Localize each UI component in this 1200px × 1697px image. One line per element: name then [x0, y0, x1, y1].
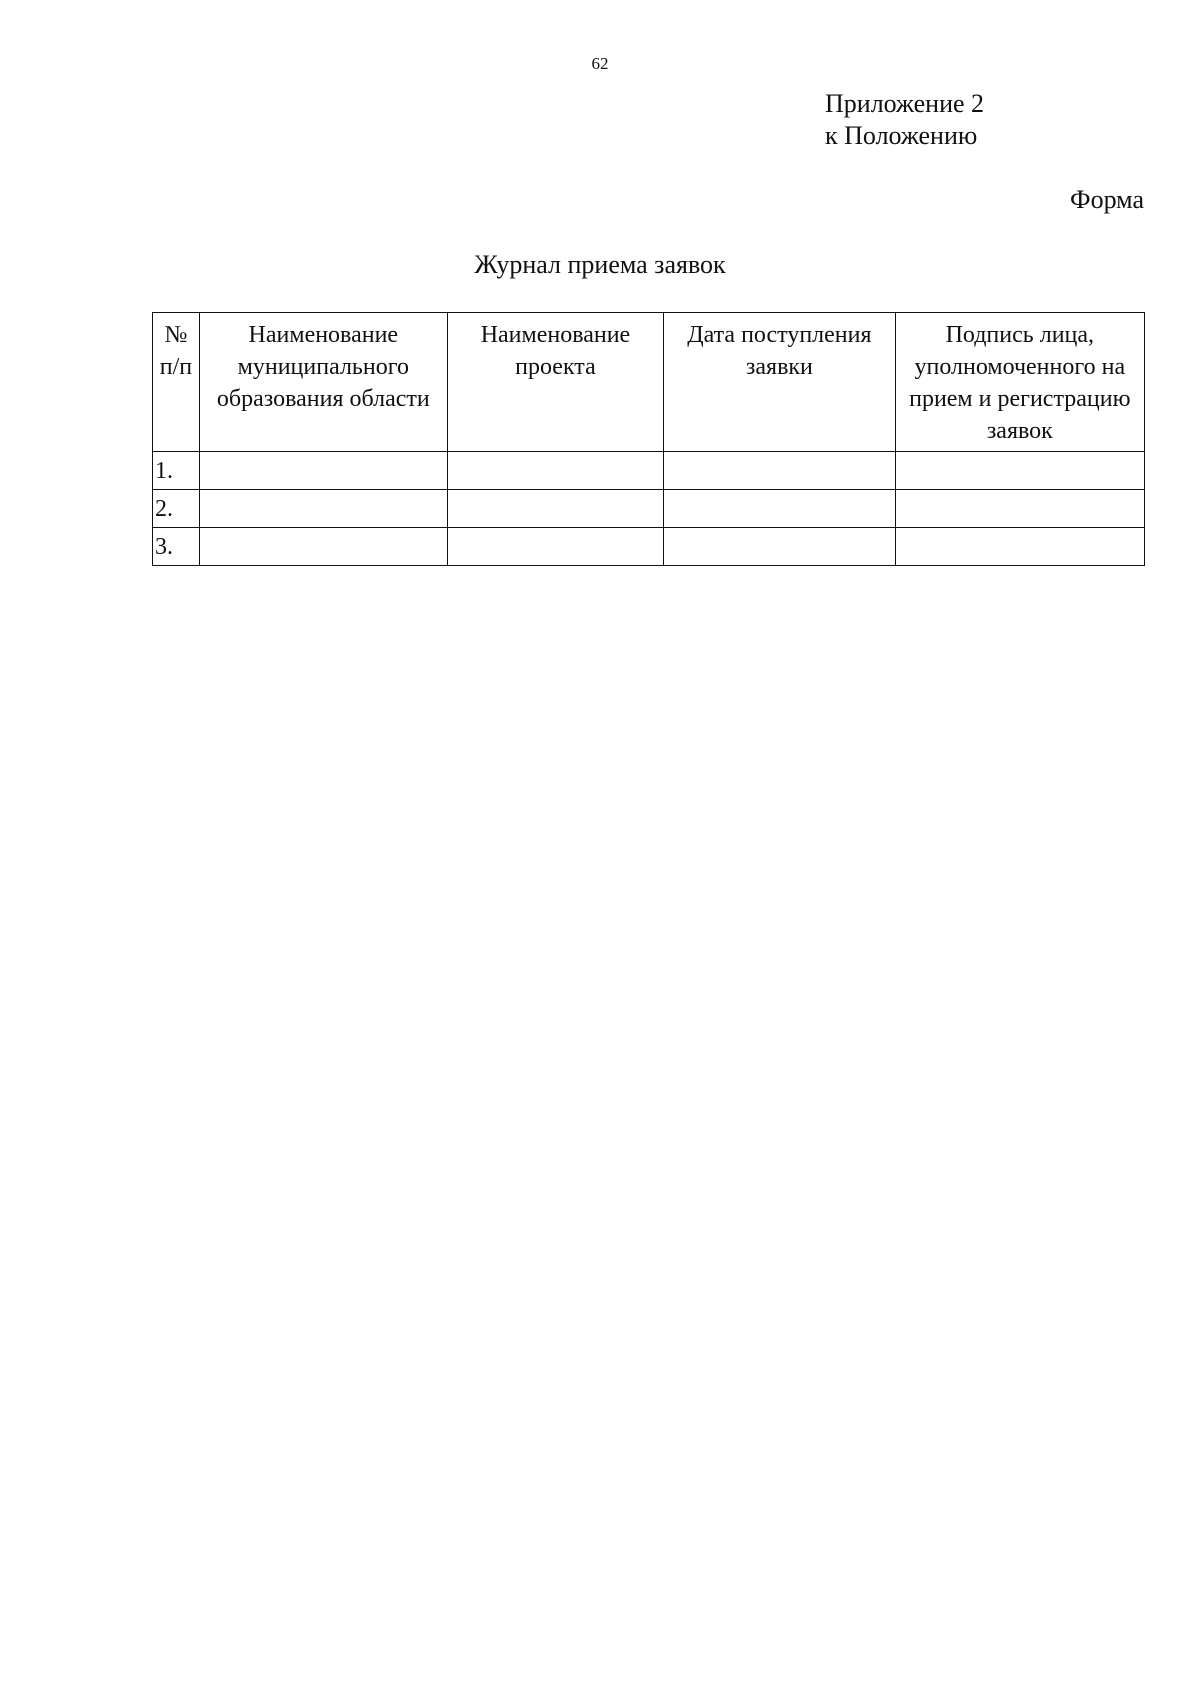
signature-cell: [895, 490, 1144, 528]
table-row: [153, 452, 1145, 490]
header-municipality: Наименование муниципального образования области: [199, 313, 447, 452]
journal-table: [152, 312, 1145, 566]
header-number: № п/п: [153, 313, 200, 452]
project-cell: [447, 490, 663, 528]
form-label: Форма: [1070, 185, 1144, 214]
project-cell: [447, 452, 663, 490]
municipality-cell: [199, 490, 447, 528]
row-number-cell: 3.: [153, 528, 200, 566]
header-project: Наименование проекта: [447, 313, 663, 452]
date-cell: [664, 490, 895, 528]
signature-cell: [895, 528, 1144, 566]
municipality-cell: [199, 452, 447, 490]
page-number: 62: [591, 54, 609, 73]
appendix-reference: [825, 88, 984, 152]
appendix-line-2: к Положению: [825, 121, 978, 150]
row-number-cell: 2.: [153, 490, 200, 528]
table-row: [153, 490, 1145, 528]
signature-cell: [895, 452, 1144, 490]
date-cell: [664, 528, 895, 566]
table-row: [153, 528, 1145, 566]
header-signature: Подпись лица, уполномоченного на прием и регистрацию заявок: [895, 313, 1144, 452]
table-header-row: [153, 313, 1145, 452]
document-title: Журнал приема заявок: [474, 250, 726, 279]
appendix-line-1: Приложение 2: [825, 89, 985, 118]
header-date: Дата поступления заявки: [664, 313, 895, 452]
date-cell: [664, 452, 895, 490]
municipality-cell: [199, 528, 447, 566]
project-cell: [447, 528, 663, 566]
row-number-cell: 1.: [153, 452, 200, 490]
